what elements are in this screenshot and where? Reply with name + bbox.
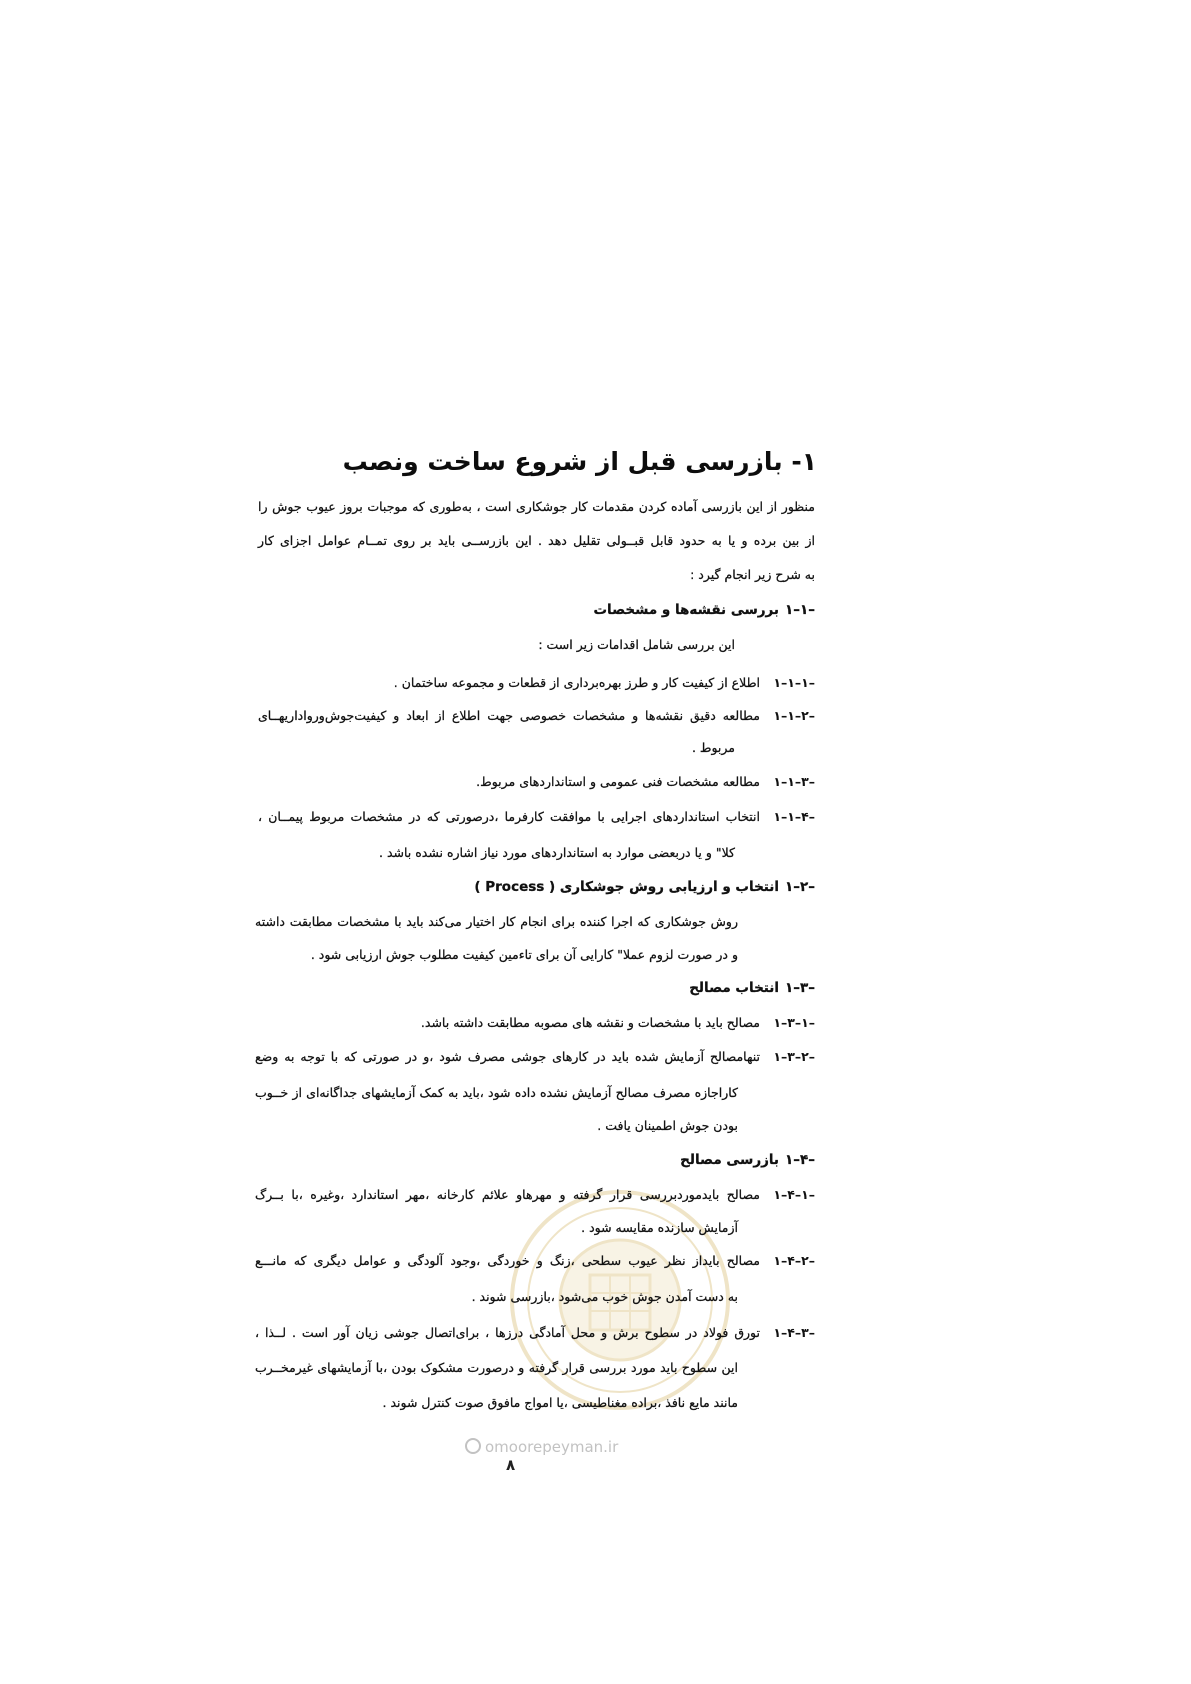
section-heading-text: بررسی نقشه‌ها و مشخصات — [593, 602, 780, 618]
section-heading-text: انتخاب و ارزیابی روش جوشکاری ( Process ) — [474, 879, 780, 895]
page-number: ۸ — [506, 1456, 516, 1474]
intro-line: از بین برده و یا به حدود قابل قبــولی تقلیل دهد . این بازرســی باید بر روی تمــام عوامل اجزای کار — [258, 533, 815, 548]
item-number: ۱–۴–۲– — [773, 1253, 815, 1268]
item-line: انتخاب استانداردهای اجرایی با موافقت کارفرما ،درصورتی که در مشخصات مربوط پیمــان ، — [258, 809, 760, 824]
at-circle-icon — [465, 1438, 481, 1454]
paragraph-line: و در صورت لزوم عملا" کارایی آن برای تاءمین کیفیت مطلوب جوش ارزیابی شود . — [310, 947, 738, 962]
section-number: ۱–۱– — [785, 602, 815, 618]
item-line: بودن جوش اطمینان یافت . — [597, 1118, 738, 1133]
item-line: آزمایش سازنده مقایسه شود . — [581, 1220, 738, 1235]
item-line: مصالح بایداز نظر عیوب سطحی ،زنگ و خوردگی ،وجود آلودگی و عوامل دیگری که مانـــع — [255, 1253, 760, 1268]
section-number: ۱–۲– — [785, 879, 815, 895]
item-number: ۱–۴–۳– — [773, 1325, 815, 1340]
page-title: ۱- بازرسی قبل از شروع ساخت ونصب — [342, 447, 817, 476]
site-watermark — [465, 1436, 618, 1458]
item-line: مطالعه دقیق نقشه‌ها و مشخصات خصوصی جهت اطلاع از ابعاد و کیفیت‌جوش‌ورواداریهــای — [258, 708, 760, 723]
section-heading — [680, 1148, 815, 1172]
intro-line: به شرح زیر انجام گیرد : — [690, 567, 815, 582]
item-line: این سطوح باید مورد بررسی قرار گرفته و درصورت مشکوک بودن ،با آزمایشهای غیرمخــرب — [255, 1360, 738, 1375]
item-number: ۱–۳–۲– — [773, 1049, 815, 1064]
item-line: مصالح بایدموردبررسی قرار گرفته و مهرهاو علائم کارخانه ،مهر استاندارد ،وغیره ،با بــرگ — [255, 1187, 760, 1202]
item-number: ۱–۱–۴– — [773, 809, 815, 824]
item-number: ۱–۱–۳– — [773, 774, 815, 789]
item-line: کلا" و یا دربعضی موارد به استانداردهای مورد نیاز اشاره نشده باشد . — [379, 845, 735, 860]
paragraph-line: روش جوشکاری که اجرا کننده برای انجام کار اختیار می‌کند باید با مشخصات مطابقت داشته — [255, 914, 738, 929]
item-number: ۱–۱–۲– — [773, 708, 815, 723]
item-line: به دست آمدن جوش خوب می‌شود ،بازرسی شوند . — [471, 1289, 738, 1304]
item-line: کاراجازه مصرف مصالح آزمایش نشده داده شود ،باید به کمک آزمایشهای جداگانه‌ای از خــوب — [255, 1085, 738, 1100]
section-number: ۱–۳– — [785, 980, 815, 996]
item-line: اطلاع از کیفیت کار و طرز بهره‌برداری از قطعات و مجموعه ساختمان . — [393, 675, 760, 690]
section-heading-text: بازرسی مصالح — [680, 1152, 780, 1168]
item-line: مانند مایع نافذ ،براده مغناطیسی ،یا امواج مافوق صوت کنترل شوند . — [382, 1395, 738, 1410]
item-number: ۱–۱–۱– — [773, 675, 815, 690]
item-number: ۱–۳–۱– — [773, 1015, 815, 1030]
section-heading — [474, 875, 815, 899]
section-lead: این بررسی شامل اقدامات زیر است : — [538, 637, 735, 652]
item-line: تورق فولاد در سطوح برش و محل آمادگی درزها ، برای‌اتصال جوشی زیان آور است . لــذا ، — [255, 1325, 760, 1340]
section-heading — [593, 598, 815, 622]
item-line: تنهامصالح آزمایش شده باید در کارهای جوشی مصرف شود ،و در صورتی که با توجه به وضع — [255, 1049, 760, 1064]
item-line: مربوط . — [691, 740, 735, 755]
site-watermark-text: omoorepeyman.ir — [485, 1438, 619, 1456]
section-heading-text: انتخاب مصالح — [689, 980, 780, 996]
item-number: ۱–۴–۱– — [773, 1187, 815, 1202]
intro-line: منظور از این بازرسی آماده کردن مقدمات کار جوشکاری است ، به‌طوری که موجبات بروز عیوب جوش را — [258, 499, 815, 514]
item-line: مطالعه مشخصات فنی عمومی و استانداردهای مربوط. — [476, 774, 760, 789]
section-number: ۱–۴– — [785, 1152, 815, 1168]
item-line: مصالح باید با مشخصات و نقشه های مصوبه مطابقت داشته باشد. — [420, 1015, 760, 1030]
section-heading — [689, 976, 815, 1000]
